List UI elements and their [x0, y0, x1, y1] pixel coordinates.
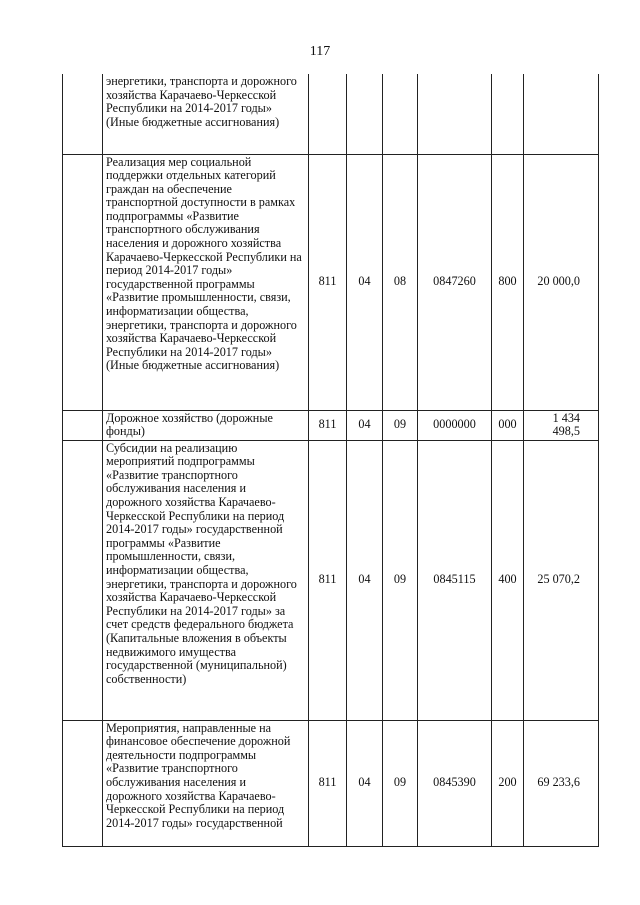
expense-type-cell: 800: [492, 154, 524, 410]
row-number-cell: [63, 410, 103, 440]
expense-type-cell: [492, 74, 524, 154]
target-article-cell: 0000000: [418, 410, 492, 440]
expense-type-cell: 000: [492, 410, 524, 440]
subsection-cell: 09: [383, 440, 418, 720]
amount-cell: 69 233,6: [524, 720, 599, 846]
target-article-cell: 0845115: [418, 440, 492, 720]
table-row: [63, 720, 599, 846]
ministry-cell: 811: [309, 154, 347, 410]
row-number-cell: [63, 440, 103, 720]
section-cell: 04: [347, 440, 383, 720]
ministry-cell: 811: [309, 410, 347, 440]
row-name-cell: Реализация мер социальной поддержки отдельных категорий граждан на обеспечение транспортной доступности в рамках подпрограммы «Развитие транспортного обслуживания населения и дорожного хозяйства Карачаево-Черкесской Республики на период 2014-2017 годы» государственной программы «Развитие промышленности, связи, информатизации общества, энергетики, транспорта и дорожного хозяйства Карачаево-Черкесской Республики на 2014-2017 годы» (Иные бюджетные ассигнования): [103, 154, 309, 410]
row-number-cell: [63, 154, 103, 410]
row-name-cell: энергетики, транспорта и дорожного хозяйства Карачаево-Черкесской Республики на 2014-2017 годы» (Иные бюджетные ассигнования): [103, 74, 309, 154]
subsection-cell: 09: [383, 410, 418, 440]
row-name-cell: Дорожное хозяйство (дорожные фонды): [103, 410, 309, 440]
ministry-cell: 811: [309, 440, 347, 720]
section-cell: 04: [347, 410, 383, 440]
ministry-cell: [309, 74, 347, 154]
row-number-cell: [63, 74, 103, 154]
amount-cell: 1 434 498,5: [524, 410, 599, 440]
table-row: [63, 74, 599, 154]
table-row: [63, 440, 599, 720]
expense-type-cell: 200: [492, 720, 524, 846]
target-article-cell: 0847260: [418, 154, 492, 410]
section-cell: 04: [347, 720, 383, 846]
amount-cell: 20 000,0: [524, 154, 599, 410]
ministry-cell: 811: [309, 720, 347, 846]
amount-cell: [524, 74, 599, 154]
subsection-cell: 08: [383, 154, 418, 410]
target-article-cell: [418, 74, 492, 154]
target-article-cell: 0845390: [418, 720, 492, 846]
subsection-cell: 09: [383, 720, 418, 846]
row-name-cell: Субсидии на реализацию мероприятий подпрограммы «Развитие транспортного обслуживания населения и дорожного хозяйства Карачаево-Черкесской Республики на период 2014-2017 годы» государственной программы «Развитие промышленности, связи, информатизации общества, энергетики, транспорта и дорожного хозяйства Карачаево-Черкесской Республики на 2014-2017 годы» за счет средств федерального бюджета (Капитальные вложения в объекты недвижимого имущества государственной (муниципальной) собственности): [103, 440, 309, 720]
row-name-cell: Мероприятия, направленные на финансовое обеспечение дорожной деятельности подпрограммы «Развитие транспортного обслуживания населения и дорожного хозяйства Карачаево-Черкесской Республики на период 2014-2017 годы» государственной: [103, 720, 309, 846]
section-cell: [347, 74, 383, 154]
budget-table: [62, 74, 599, 847]
subsection-cell: [383, 74, 418, 154]
section-cell: 04: [347, 154, 383, 410]
page-number: 117: [309, 44, 331, 59]
expense-type-cell: 400: [492, 440, 524, 720]
amount-cell: 25 070,2: [524, 440, 599, 720]
row-number-cell: [63, 720, 103, 846]
table-row: [63, 410, 599, 440]
table-row: [63, 154, 599, 410]
